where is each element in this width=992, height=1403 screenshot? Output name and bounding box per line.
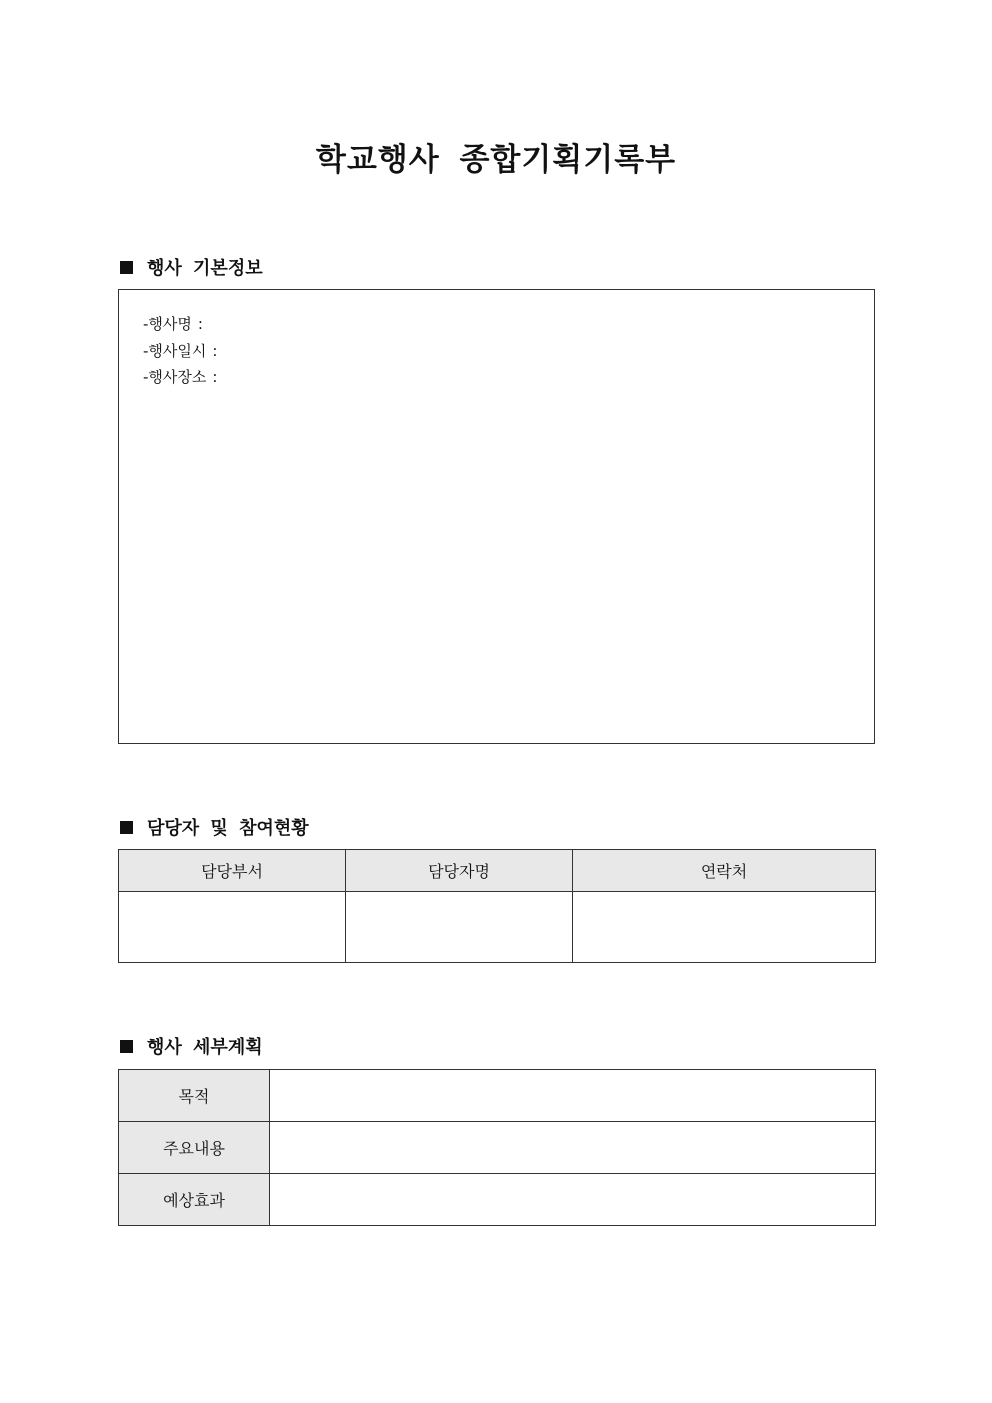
field-separator: : <box>212 368 218 386</box>
row-label-purpose: 목적 <box>119 1070 270 1122</box>
table-header-row <box>119 850 876 892</box>
column-header-contact: 연락처 <box>573 850 876 892</box>
main-content-value-cell[interactable] <box>270 1122 876 1174</box>
row-label-expected-effect: 예상효과 <box>119 1174 270 1226</box>
table-row <box>119 1070 876 1122</box>
table-row <box>119 1174 876 1226</box>
section-heading-plan <box>119 1033 263 1059</box>
expected-effect-value-cell[interactable] <box>270 1174 876 1226</box>
field-separator: : <box>197 315 203 333</box>
contact-cell[interactable] <box>573 892 876 963</box>
square-bullet-icon <box>120 261 133 274</box>
staff-name-cell[interactable] <box>346 892 573 963</box>
document-title: 학교행사 종합기획기록부 <box>315 142 677 178</box>
event-name-field[interactable] <box>143 311 217 338</box>
section-title: 행사 기본정보 <box>147 258 263 279</box>
section-title: 담당자 및 참여현황 <box>147 818 309 839</box>
table-row <box>119 892 876 963</box>
section-heading-basic-info <box>119 254 263 280</box>
field-label: -행사명 <box>143 315 192 333</box>
table-row <box>119 1122 876 1174</box>
row-label-main-content: 주요내용 <box>119 1122 270 1174</box>
section-title: 행사 세부계획 <box>147 1037 263 1058</box>
section-heading-staff <box>119 814 309 840</box>
square-bullet-icon <box>120 821 133 834</box>
basic-info-fields <box>143 311 217 391</box>
field-label: -행사장소 <box>143 368 207 386</box>
department-cell[interactable] <box>119 892 346 963</box>
square-bullet-icon <box>120 1040 133 1053</box>
basic-info-box <box>118 289 875 744</box>
staff-table <box>118 849 876 963</box>
purpose-value-cell[interactable] <box>270 1070 876 1122</box>
column-header-staff-name: 담당자명 <box>346 850 573 892</box>
event-location-field[interactable] <box>143 364 217 391</box>
event-datetime-field[interactable] <box>143 338 217 365</box>
column-header-department: 담당부서 <box>119 850 346 892</box>
field-separator: : <box>212 341 218 360</box>
plan-table <box>118 1069 876 1226</box>
field-label: -행사일시 <box>143 341 207 360</box>
